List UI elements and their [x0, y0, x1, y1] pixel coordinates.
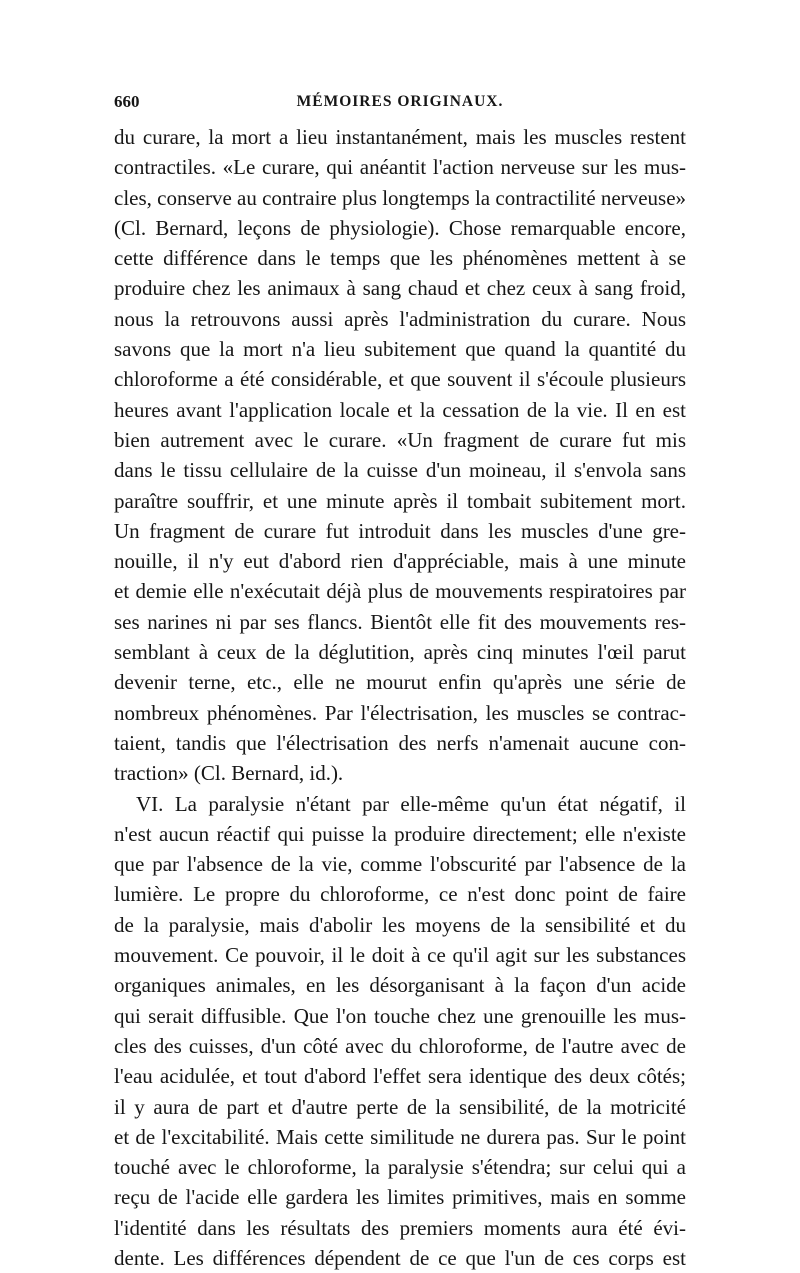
text-line: devenir terne, etc., elle ne mourut enfin qu'après une série de — [114, 670, 686, 695]
book-page — [114, 92, 686, 1273]
running-title: MÉMOIRES ORIGINAUX. — [296, 93, 504, 110]
text-line: lumière. Le propre du chloroforme, ce n'est donc point de faire — [114, 882, 686, 907]
running-head — [114, 92, 686, 122]
text-line: cles, conserve au contraire plus longtemps la contractilité nerveuse» — [114, 185, 687, 210]
text-line: chloroforme a été considérable, et que souvent il s'écoule plusieurs — [114, 367, 686, 392]
text-line: semblant à ceux de la déglutition, après cinq minutes l'œil parut — [114, 640, 686, 665]
body-text — [114, 122, 686, 1273]
text-line: l'identité dans les résultats des premiers moments aura été évi- — [114, 1215, 686, 1240]
page-number: 660 — [114, 92, 140, 111]
text-line: taient, tandis que l'électrisation des nerfs n'amenait aucune con- — [114, 730, 686, 755]
text-line: paraître souffrir, et une minute après il tombait subitement mort. — [114, 488, 686, 513]
text-line: VI. La paralysie n'étant par elle-même qu'un état négatif, il — [136, 791, 686, 816]
text-line: mouvement. Ce pouvoir, il le doit à ce qu'il agit sur les substances — [114, 943, 686, 968]
text-line: il y aura de part et d'autre perte de la sensibilité, de la motricité — [114, 1094, 686, 1119]
text-line: traction» (Cl. Bernard, id.). — [114, 761, 344, 786]
paragraph-curare-continuation — [114, 122, 686, 789]
text-line: (Cl. Bernard, leçons de physiologie). Chose remarquable encore, — [114, 215, 686, 240]
text-line: du curare, la mort a lieu instantanément, mais les muscles restent — [114, 125, 686, 149]
text-line: reçu de l'acide elle gardera les limites primitives, mais en somme — [114, 1185, 686, 1210]
paragraph-section-vi — [114, 789, 686, 1273]
text-line: nous la retrouvons aussi après l'administration du curare. Nous — [114, 306, 686, 331]
text-line: touché avec le chloroforme, la paralysie s'étendra; sur celui qui a — [114, 1155, 686, 1180]
text-line: n'est aucun réactif qui puisse la produire directement; elle n'existe — [114, 821, 686, 846]
text-line: qui serait diffusible. Que l'on touche chez une grenouille les mus- — [114, 1003, 686, 1028]
text-line: ses narines ni par ses flancs. Bientôt elle fit des mouvements res- — [114, 609, 686, 634]
text-line: cles des cuisses, d'un côté avec du chloroforme, de l'autre avec de — [114, 1033, 686, 1058]
text-line: heures avant l'application locale et la cessation de la vie. Il en est — [114, 397, 686, 422]
text-line: dans le tissu cellulaire de la cuisse d'un moineau, il s'envola sans — [114, 458, 686, 483]
text-line: de la paralysie, mais d'abolir les moyens de la sensibilité et du — [114, 912, 686, 937]
text-line: nouille, il n'y eut d'abord rien d'appréciable, mais à une minute — [114, 549, 686, 574]
text-line: nombreux phénomènes. Par l'électrisation, les muscles se contrac- — [114, 700, 686, 725]
text-line: et demie elle n'exécutait déjà plus de mouvements respiratoires par — [114, 579, 686, 604]
text-line: que par l'absence de la vie, comme l'obscurité par l'absence de la — [114, 852, 686, 877]
text-line: bien autrement avec le curare. «Un fragment de curare fut mis — [114, 427, 686, 452]
text-line: produire chez les animaux à sang chaud et chez ceux à sang froid, — [114, 276, 686, 301]
text-line: contractiles. «Le curare, qui anéantit l'action nerveuse sur les mus- — [114, 155, 686, 180]
text-line: cette différence dans le temps que les phénomènes mettent à se — [114, 246, 686, 271]
text-line: Un fragment de curare fut introduit dans les muscles d'une gre- — [114, 518, 686, 543]
text-line: et de l'excitabilité. Mais cette similitude ne durera pas. Sur le point — [114, 1124, 686, 1149]
text-line: savons que la mort n'a lieu subitement que quand la quantité du — [114, 337, 686, 362]
text-line: dente. Les différences dépendent de ce que l'un de ces corps est — [114, 1245, 686, 1270]
text-line: organiques animales, en les désorganisant à la façon d'un acide — [114, 973, 686, 998]
text-line: l'eau acidulée, et tout d'abord l'effet sera identique des deux côtés; — [114, 1064, 686, 1089]
